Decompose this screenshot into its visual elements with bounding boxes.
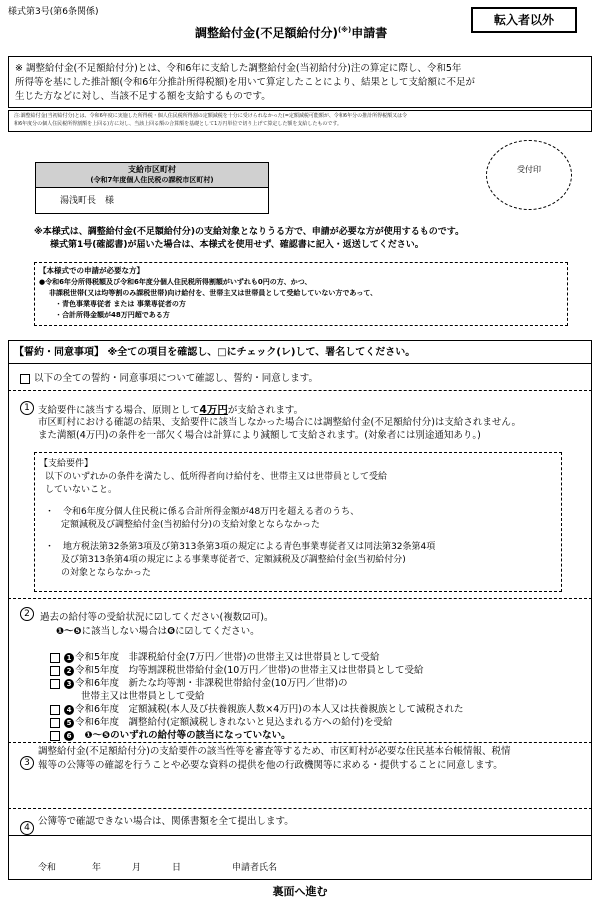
required-line-2: 非課税世帯(又は均等割のみ課税世帯)向け給付を、世帯主又は世帯員として受給していない方であって、 [49, 289, 378, 297]
item4-line1: 公簿等で確認できない場合は、関係書類を全て提出します。 [38, 816, 294, 827]
divider-4 [8, 808, 592, 809]
title-suffix: 申請書 [351, 26, 388, 40]
date-month: 月 [132, 863, 142, 873]
title-mark: (※) [337, 26, 352, 34]
date-row-divider [8, 835, 592, 836]
notice-box [8, 56, 592, 108]
recipient-name: 湯浅町長 様 [60, 196, 115, 206]
option-3-cont: 世帯主又は世帯員として受給 [81, 691, 205, 702]
required-line-4: ・合計所得金額が48万円超である方 [55, 311, 170, 319]
option-3-checkbox[interactable] [50, 679, 60, 689]
title-main: 調整給付金(不足額給付分) [195, 26, 338, 40]
footnote-line-2: 和6年度分の個人住民税所得割額を上回る)方に対し、当該上回る額の合算額を基礎として1万円単位で切り上げて算定した額を支給したものです。 [14, 121, 342, 127]
req-intro1: 以下のいずれかの条件を満たし、低所得者向け給付を、世帯主又は世帯員として受給 [45, 472, 388, 482]
item3-line1: 調整給付金(不足額給付分)の支給要件の該当性等を審査等するため、市区町村が必要な住民基本台帳情報、税情 [38, 746, 511, 757]
option-2-checkbox[interactable] [50, 666, 60, 676]
stamp-label: 受付印 [517, 165, 541, 174]
item3-number: 3 [20, 750, 34, 770]
option-2[interactable]: 2 令和5年度 均等割課税世帯給付金(10万円／世帯)の世帯主又は世帯員として受給 [50, 665, 424, 677]
divider-2 [8, 598, 592, 599]
option-1[interactable]: 1 令和5年度 非課税給付金(7万円／世帯)の世帯主又は世帯員として受給 [50, 652, 380, 664]
reception-stamp-area [486, 140, 572, 210]
item2-intro2: ❶～❺に該当しない場合は❻に☑してください。 [56, 626, 260, 637]
recipient-header-line2: (令和7年度個人住民税の課税市区町村) [90, 176, 214, 184]
divider-3 [8, 742, 592, 743]
option-6[interactable]: 6 ❶～❺のいずれの給付等の該当になっていない。 [50, 730, 291, 742]
item2-number: 2 [20, 601, 34, 621]
footnote-box [8, 110, 592, 132]
item2-intro1: 過去の給付等の受給状況に☑してください(複数☑可)。 [40, 612, 274, 623]
next-page-label: 裏面へ進む [272, 885, 328, 898]
req-bullet1-line2: 定額減税及び調整給付金(当初給付分)の支給対象とならなかった [61, 520, 321, 530]
requirements-box [34, 452, 562, 592]
notice-line-3: 生じた方などに対し、当該不足する額を支給するものです。 [15, 91, 271, 102]
amount-4man: 4万円 [199, 404, 228, 416]
req-bullet2-line3: の対象とならなかった [61, 568, 152, 578]
req-intro2: していないこと。 [45, 485, 118, 495]
required-line-3: ・青色事業専従者 または 事業専従者の方 [55, 300, 186, 308]
form-number: 様式第3号(第6条関係) [8, 7, 99, 17]
page-title [195, 22, 387, 41]
applicant-name-label: 申請者氏名 [232, 863, 278, 873]
usage-note-line2: 様式第1号(確認書)が届いた場合は、本様式を使用せず、確認書に記入・返送してください。 [50, 240, 424, 250]
option-5[interactable]: 5 令和6年度 調整給付(定額減税しきれないと見込まれる方への給付)を受給 [50, 717, 392, 729]
option-5-checkbox[interactable] [50, 718, 60, 728]
notice-line-2: 所得等を基にした推計額(令和6年分推計所得税額)を用いて算定したことにより、結果として支給額に不足が [15, 77, 475, 88]
required-line-1: ●令和6年分所得税額及び令和6年度分個人住民税所得割額がいずれも0円の方、かつ、 [39, 278, 312, 286]
option-1-checkbox[interactable] [50, 653, 60, 663]
agree-all-row[interactable] [20, 373, 318, 385]
option-4[interactable]: 4 令和6年度 定額減税(本人及び扶養親族人数×4万円)の本人又は扶養親族として減税された [50, 704, 463, 716]
pledge-heading-divider [8, 363, 592, 364]
item1-number: 1 [20, 395, 34, 415]
date-year: 年 [92, 863, 102, 873]
option-3[interactable]: 3 令和6年度 新たな均等割・非課税世帯給付金(10万円／世帯)の [50, 678, 348, 690]
date-day: 日 [172, 863, 182, 873]
required-applicant-box [34, 262, 568, 326]
applicant-name-field[interactable] [290, 858, 580, 874]
recipient-header [36, 163, 268, 188]
item1-line1: 支給要件に該当する場合、原則として4万円が支給されます。 [38, 404, 304, 416]
req-title: 【支給要件】 [39, 459, 94, 469]
usage-note-line1: ※本様式は、調整給付金(不足額給付分)の支給対象となりうる方で、申請が必要な方が使用するものです。 [34, 227, 465, 237]
option-4-checkbox[interactable] [50, 705, 60, 715]
divider-1 [8, 390, 592, 391]
agree-all-checkbox[interactable] [20, 374, 30, 384]
pledge-heading: 【誓約・同意事項】 ※全ての項目を確認し、□にチェック(レ)して、署名してください。 [14, 347, 416, 358]
item1-line3: また満額(4万円)の条件を一部欠く場合は計算により減額して支給されます。(対象者には別途通知あり。) [38, 430, 481, 441]
recipient-box [35, 162, 269, 214]
req-bullet1-line1: ・ 令和6年度分個人住民税に係る合計所得金額が48万円を超える者のうち、 [45, 507, 360, 517]
req-bullet2-line2: 及び第313条第4項の規定による事業専従者で、定額減税及び調整給付金(当初給付分) [61, 555, 406, 565]
transfer-badge: 転入者以外 [471, 7, 577, 33]
required-title: 【本様式での申請が必要な方】 [39, 266, 144, 275]
item1-line2: 市区町村における確認の結果、支給要件に該当しなかった場合には調整給付金(不足額給付分)は支給されません。 [38, 417, 521, 428]
notice-line-1: ※ 調整給付金(不足額給付分)とは、令和6年に支給した調整給付金(当初給付分)注の算定に際し、令和5年 [15, 63, 462, 74]
item4-number: 4 [20, 815, 34, 835]
req-bullet2-line1: ・ 地方税法第32条第3項及び第313条第3項の規定による青色事業専従者又は同法第32条第4項 [45, 542, 436, 552]
item3-line2: 報等の公簿等の確認を行うことや必要な資料の提供を他の行政機関等に求める・提供することに同意します。 [38, 760, 503, 771]
agree-all-label: 以下の全ての誓約・同意事項について確認し、誓約・同意します。 [34, 373, 319, 384]
date-era: 令和 [38, 863, 57, 873]
footnote-line-1: 注:調整給付金(当初給付分)とは、令和6年度に実施した所得税・個人住民税所得割の定額減税を十分に受けられなかった(=定額減税可能額が、令和6年分の推計所得税額又は令 [14, 113, 408, 119]
option-6-checkbox[interactable] [50, 731, 60, 741]
recipient-header-line1: 支給市区町村 [128, 165, 176, 174]
